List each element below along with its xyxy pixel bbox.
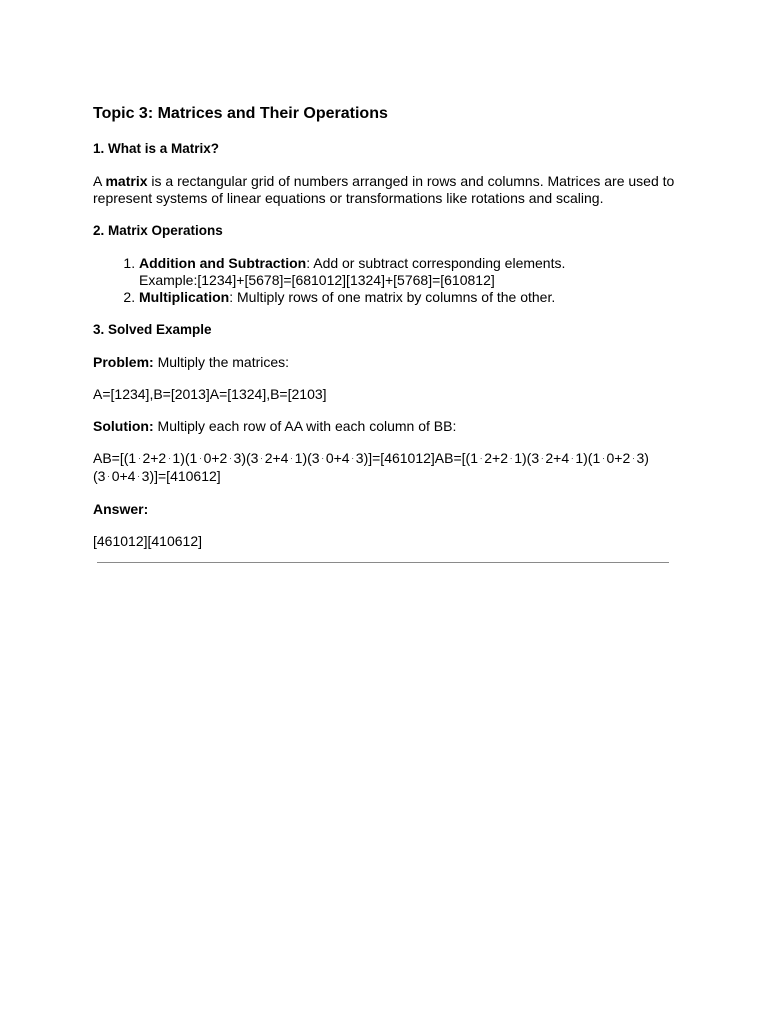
- solution-label: Solution:: [93, 418, 154, 434]
- multiply-dot-icon: ⋅: [509, 455, 513, 463]
- horizontal-divider: [97, 562, 669, 563]
- problem-text: Multiply the matrices:: [153, 354, 290, 370]
- product-part: 0+2: [606, 450, 631, 466]
- problem-statement: [93, 354, 675, 371]
- multiply-dot-icon: ⋅: [632, 455, 635, 463]
- product-part: 0+4: [325, 450, 350, 466]
- page-title: Topic 3: Matrices and Their Operations: [93, 105, 388, 122]
- product-part: 2+2: [484, 450, 508, 466]
- definition-term: matrix: [105, 173, 148, 189]
- multiply-dot-icon: ⋅: [321, 455, 324, 463]
- multiply-dot-icon: ⋅: [137, 473, 140, 481]
- product-part: 3)]=[461012]AB=[(1: [355, 450, 478, 466]
- section-heading-matrix-operations: 2. Matrix Operations: [93, 223, 223, 238]
- document-content: [93, 104, 675, 565]
- multiply-dot-icon: ⋅: [260, 455, 263, 463]
- product-part: 1)(1: [172, 450, 198, 466]
- multiplication-text: : Multiply rows of one matrix by columns of the other.: [229, 289, 556, 305]
- matrices-definition: A=[1234],B=[2013]A=[1324],B=[2103]: [93, 386, 327, 402]
- product-part: 3)(3: [233, 450, 259, 466]
- product-part: 2+4: [545, 450, 570, 466]
- problem-label: Problem:: [93, 354, 154, 370]
- solution-statement: [93, 418, 675, 435]
- product-part: 1)(3: [294, 450, 320, 466]
- product-part: 3)]=[410612]: [141, 467, 221, 484]
- answer-value: [461012][410612]: [93, 532, 202, 549]
- product-part: 2+4: [264, 450, 289, 466]
- addition-term: Addition and Subtraction: [139, 255, 307, 271]
- product-part: 2+2: [142, 450, 167, 466]
- multiply-dot-icon: ⋅: [351, 455, 354, 463]
- definition-text: is a rectangular grid of numbers arranged in rows and columns. Matrices are used to represent systems of linear equations or transformations like rotations and scaling.: [93, 173, 675, 206]
- addition-example: Example:[1234]+[5678]=[681012][1324]+[5768]=[610812]: [139, 272, 495, 288]
- multiply-dot-icon: ⋅: [571, 455, 574, 463]
- product-part: 3)(3: [93, 450, 649, 484]
- multiply-dot-icon: ⋅: [229, 455, 232, 463]
- multiply-dot-icon: ⋅: [199, 455, 202, 463]
- multiply-dot-icon: ⋅: [602, 455, 605, 463]
- matrix-definition-paragraph: [93, 173, 675, 207]
- product-part: 1)(3: [514, 450, 540, 466]
- addition-text: : Add or subtract corresponding elements.: [306, 255, 566, 271]
- product-part: AB=[(1: [93, 450, 137, 466]
- product-part: 1)(1: [575, 450, 601, 466]
- multiplication-term: Multiplication: [139, 289, 230, 305]
- list-item-multiplication: [139, 289, 675, 306]
- product-part: 0+4: [111, 467, 136, 484]
- multiply-dot-icon: ⋅: [107, 473, 110, 481]
- section-heading-solved-example: 3. Solved Example: [93, 322, 212, 337]
- multiply-dot-icon: ⋅: [138, 455, 141, 463]
- multiply-dot-icon: ⋅: [168, 455, 171, 463]
- product-expression: [93, 450, 675, 486]
- product-part: 0+2: [203, 450, 228, 466]
- answer-label: Answer:: [93, 500, 149, 517]
- multiply-dot-icon: ⋅: [480, 455, 483, 463]
- multiply-dot-icon: ⋅: [290, 455, 293, 463]
- operations-list: [93, 255, 675, 306]
- list-item-addition: [139, 255, 675, 289]
- section-heading-what-is-matrix: 1. What is a Matrix?: [93, 141, 220, 156]
- multiply-dot-icon: ⋅: [541, 455, 544, 463]
- answer-label-paragraph: [93, 501, 675, 518]
- solution-text: Multiply each row of AA with each column of BB:: [153, 418, 457, 434]
- definition-prefix: A: [93, 173, 106, 189]
